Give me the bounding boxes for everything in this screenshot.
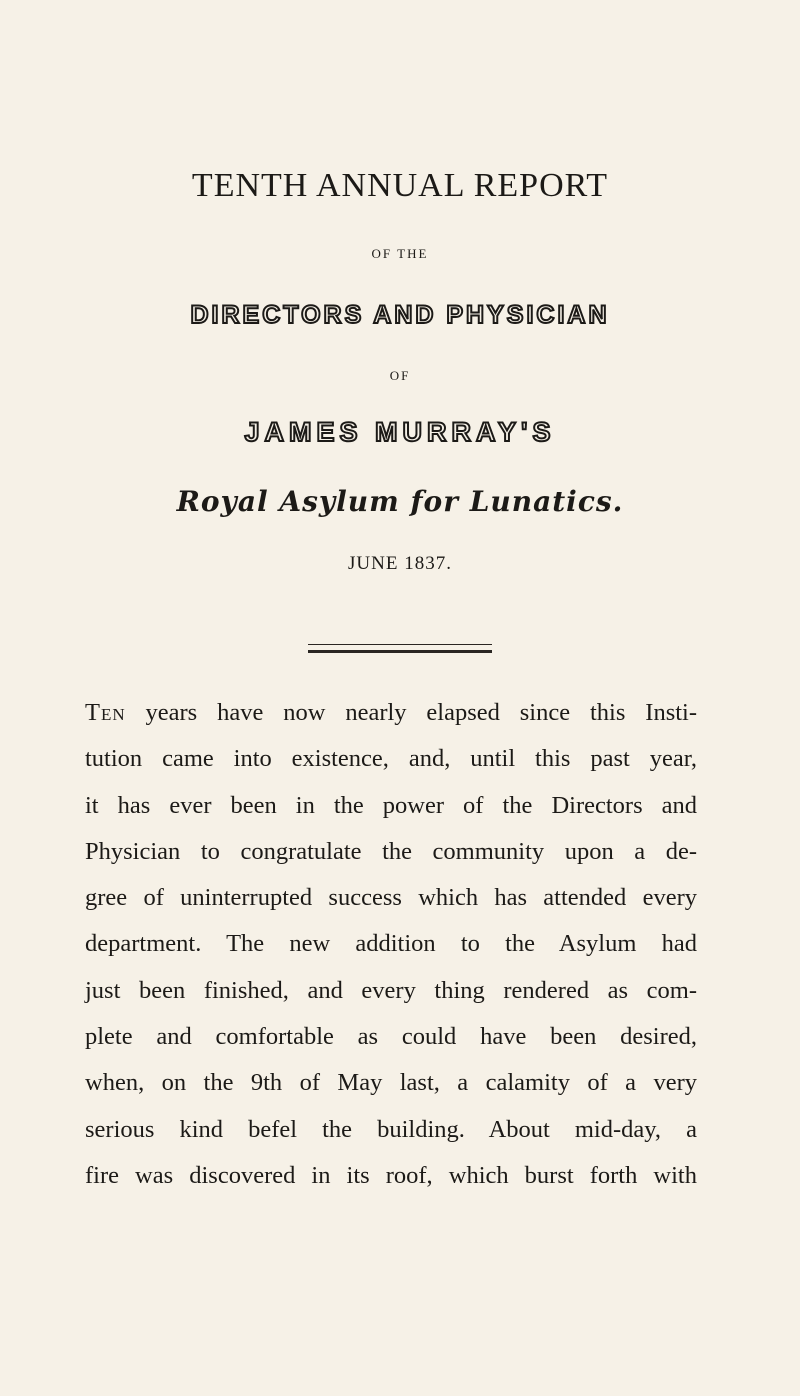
body-line: when, on the 9th of May last, a calamity of a very <box>85 1069 697 1097</box>
body-line: serious kind befel the building. About mid-day, a <box>85 1115 697 1143</box>
body-line: it has ever been in the power of the Directors and <box>85 791 697 819</box>
directors-and-physician-heading: DIRECTORS AND PHYSICIAN <box>190 301 610 329</box>
institution-name: JAMES MURRAY'S <box>244 417 556 447</box>
body-line: fire was discovered in its roof, which burst forth with <box>85 1161 697 1189</box>
asylum-title: Royal Asylum for Lunatics. <box>176 485 624 518</box>
body-line: department. The new addition to the Asylum had <box>85 930 697 958</box>
divider-thin <box>308 644 492 645</box>
of-label: OF <box>389 368 411 383</box>
body-line: just been finished, and every thing rendered as com- <box>85 976 697 1004</box>
body-line: gree of uninterrupted success which has attended every <box>85 884 697 912</box>
body-line: tution came into existence, and, until this past year, <box>85 745 697 773</box>
report-body <box>85 690 697 1199</box>
body-line: Physician to congratulate the community upon a de- <box>85 837 697 865</box>
body-line: plete and comfortable as could have been desired, <box>85 1023 697 1051</box>
report-date: JUNE 1837. <box>348 553 452 574</box>
divider-thick <box>308 650 492 653</box>
body-line: Ten years have now nearly elapsed since this Insti- <box>85 699 697 726</box>
lead-word: Ten <box>85 699 126 726</box>
report-title: TENTH ANNUAL REPORT <box>191 167 609 204</box>
of-the-label: OF THE <box>371 246 429 261</box>
